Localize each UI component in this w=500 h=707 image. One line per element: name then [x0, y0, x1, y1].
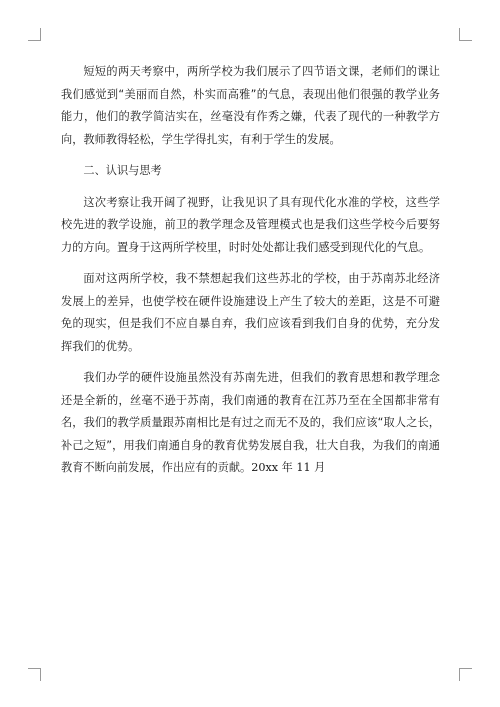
crop-mark-top-right — [459, 28, 472, 41]
crop-mark-top-left — [28, 28, 41, 41]
crop-mark-bottom-right — [459, 668, 472, 681]
paragraph-insight-2: 面对这两所学校，我不禁想起我们这些苏北的学校，由于苏南苏北经济发展上的差异，也使学校在硬件设施建设上产生了较大的差距，这是不可避免的现实，但是我们不应自暴自弃，我们应该看到我们自身的优势，充分发挥我们的优势。 — [61, 272, 440, 353]
crop-mark-bottom-left — [28, 668, 41, 681]
section-heading: 二、认识与思考 — [83, 164, 162, 177]
document-body — [61, 61, 440, 489]
paragraph-insight-1: 这次考察让我开阔了视野，让我见识了具有现代化水准的学校，这些学校先进的教学设施，前卫的教学理念及管理模式也是我们这些学校今后要努力的方向。置身于这两所学校里，时时处处都让我们感受到现代化的气息。 — [61, 195, 440, 254]
closing-date: 20xx 年 11 月 — [251, 461, 326, 474]
paragraph-observation: 短短的两天考察中，两所学校为我们展示了四节语文课，老师们的课让我们感觉到“美丽而自然，朴实而高雅”的气息，表现出他们很强的教学业务能力，他们的教学简洁实在，丝毫没有作秀之嫌，代表了现代的一种教学方向，教师教得轻松，学生学得扎实，有利于学生的发展。 — [61, 65, 440, 146]
paragraph-insight-3-text: 我们办学的硬件设施虽然没有苏南先进，但我们的教育思想和教学理念还是全新的，丝毫不逊于苏南，我们南通的教育在江苏乃至在全国都非常有名，我们的教学质量跟苏南相比是有过之而无不及的，我们应该“取人之长，补己之短”，用我们南通自身的教育优势发展自我，壮大自我，为我们的南通教育不断向前发展，作出应有的贡献。 — [61, 371, 440, 474]
paragraph-insight-3 — [61, 367, 440, 480]
